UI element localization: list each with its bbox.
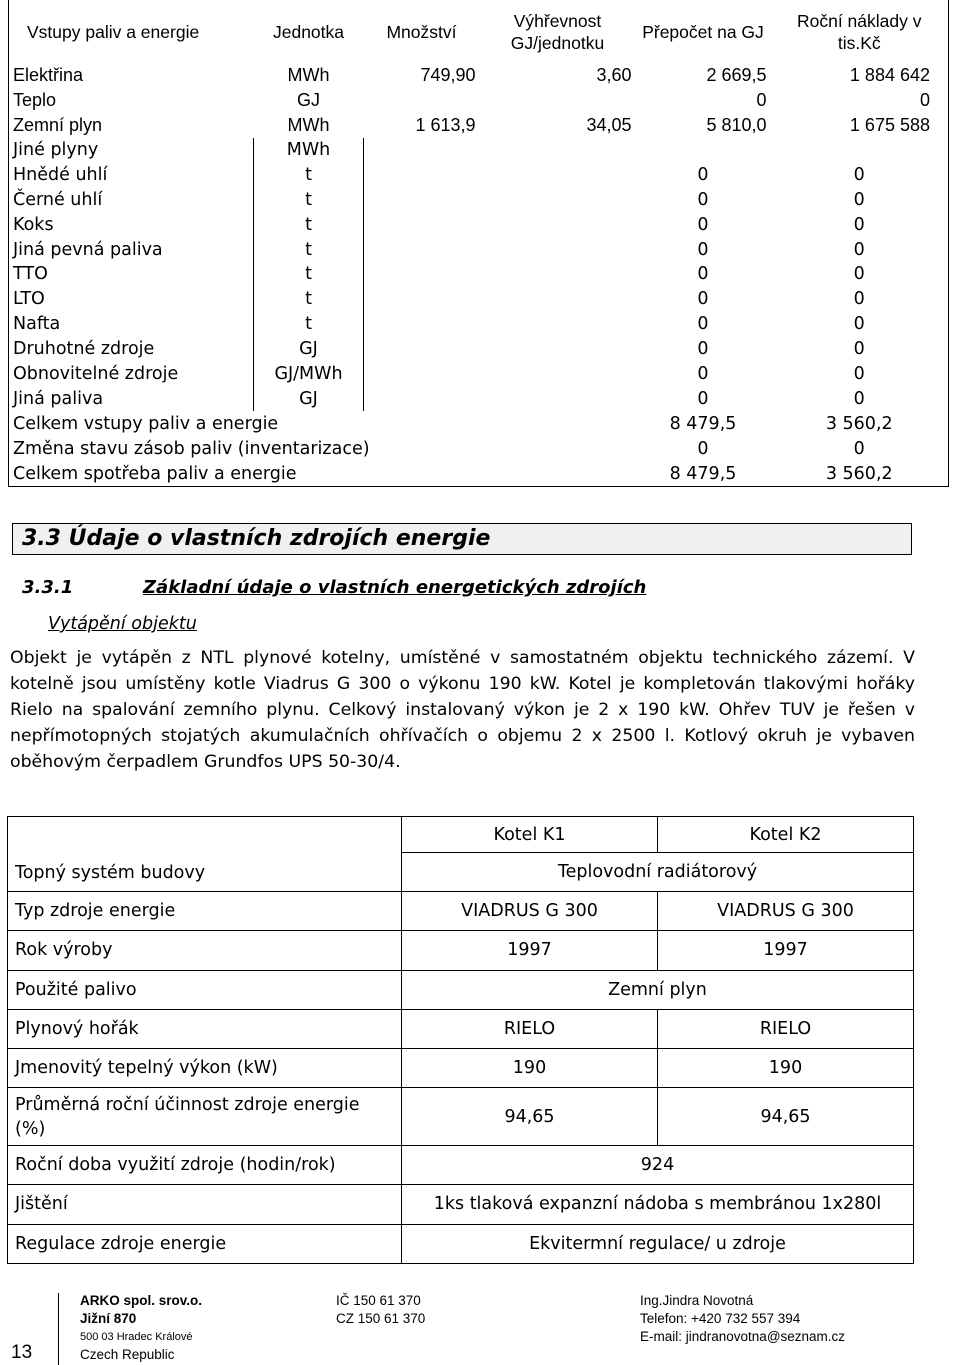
company-name: ARKO spol. srov.o. bbox=[80, 1293, 203, 1308]
table-cell: RIELO bbox=[658, 1009, 914, 1048]
table-cell: 0 bbox=[853, 314, 865, 335]
table-cell: 0 bbox=[853, 214, 865, 235]
table-row bbox=[9, 212, 949, 237]
table-cell bbox=[364, 287, 480, 312]
table-row bbox=[9, 386, 949, 411]
table-cell: RIELO bbox=[402, 1009, 658, 1048]
table-cell bbox=[480, 138, 636, 163]
column-header: Množství bbox=[386, 21, 457, 42]
table-cell: 34,05 bbox=[586, 115, 632, 136]
table-cell: 0 bbox=[697, 363, 709, 384]
table-cell: 0 bbox=[697, 289, 709, 310]
table-cell: 190 bbox=[658, 1048, 914, 1087]
contact-phone: Telefon: +420 732 557 394 bbox=[640, 1311, 801, 1326]
sentence: Celkový instalovaný výkon je 2 x 190 kW. bbox=[328, 700, 710, 720]
table-row bbox=[8, 970, 914, 1009]
table-cell bbox=[480, 212, 636, 237]
table-cell bbox=[480, 187, 636, 212]
table-row bbox=[8, 892, 914, 931]
table-cell: t bbox=[254, 237, 364, 262]
table-cell: GJ bbox=[296, 90, 320, 111]
description-paragraph bbox=[10, 645, 915, 775]
table-cell: 0 bbox=[853, 264, 865, 285]
row-label: Typ zdroje energie bbox=[8, 892, 402, 931]
summary-row bbox=[9, 436, 949, 461]
table-row bbox=[8, 931, 914, 970]
fuel-energy-table bbox=[8, 0, 949, 487]
section-title: 3.3 Údaje o vlastních zdrojích energie bbox=[22, 526, 491, 551]
table-cell bbox=[364, 163, 480, 188]
contact-name: Ing.Jindra Novotná bbox=[640, 1293, 754, 1308]
table-cell: VIADRUS G 300 bbox=[402, 892, 658, 931]
sentence: Ohřev TUV je řešen v nepřímotopných stojatých akumulačních ohřívačích o objemu 2 x 2500 l. bbox=[10, 700, 915, 746]
table-cell: 0 bbox=[853, 388, 865, 409]
row-label: Jmenovitý tepelný výkon (kW) bbox=[8, 1048, 402, 1087]
table-row bbox=[8, 1048, 914, 1087]
table-cell bbox=[364, 212, 480, 237]
table-cell: t bbox=[254, 187, 364, 212]
table-cell: 2 669,5 bbox=[706, 65, 767, 86]
table-cell: 0 bbox=[919, 90, 930, 111]
row-label: Roční doba využití zdroje (hodin/rok) bbox=[8, 1146, 402, 1185]
row-label: Použité palivo bbox=[8, 970, 402, 1009]
table-cell: Teplovodní radiátorový bbox=[402, 853, 914, 892]
table-cell: 5 810,0 bbox=[706, 115, 767, 136]
table-cell: 8 479,5 bbox=[669, 463, 737, 484]
table-row bbox=[9, 287, 949, 312]
table-cell bbox=[480, 262, 636, 287]
table-cell: 749,90 bbox=[420, 65, 476, 86]
table-cell: 94,65 bbox=[658, 1088, 914, 1146]
table-cell: 0 bbox=[697, 189, 709, 210]
table-cell: 0 bbox=[853, 339, 865, 360]
table-cell bbox=[480, 287, 636, 312]
table-cell bbox=[364, 262, 480, 287]
table-row bbox=[8, 1009, 914, 1048]
table-cell: 1997 bbox=[658, 931, 914, 970]
sentence: Kotlový okruh je vybaven oběhovým čerpadlem Grundfos UPS 50-30/4. bbox=[10, 726, 916, 772]
table-cell: Celkem spotřeba paliv a energie bbox=[13, 463, 297, 484]
column-header: Kotel K1 bbox=[402, 817, 658, 853]
table-cell: 94,65 bbox=[402, 1088, 658, 1146]
company-city: 500 03 Hradec Králové bbox=[80, 1331, 193, 1343]
column-header: Výhřevnost GJ/jednotku bbox=[510, 10, 605, 53]
table-cell: t bbox=[254, 312, 364, 337]
table-cell: 0 bbox=[853, 189, 865, 210]
table-cell bbox=[364, 138, 480, 163]
table-cell: t bbox=[254, 212, 364, 237]
footer-ids bbox=[336, 1292, 425, 1328]
table-cell: 190 bbox=[402, 1048, 658, 1087]
company-street: Jižní 870 bbox=[80, 1311, 137, 1326]
table-cell bbox=[480, 362, 636, 387]
table-cell bbox=[364, 187, 480, 212]
table-row bbox=[8, 1185, 914, 1224]
table-cell bbox=[364, 237, 480, 262]
table-cell: t bbox=[254, 287, 364, 312]
column-header: Přepočet na GJ bbox=[642, 21, 764, 42]
table-header-row bbox=[8, 817, 914, 853]
table-cell: Celkem vstupy paliv a energie bbox=[13, 413, 279, 434]
table-cell: 1 675 588 bbox=[849, 115, 930, 136]
table-cell: t bbox=[254, 163, 364, 188]
table-cell: 3 560,2 bbox=[825, 413, 893, 434]
table-cell: 0 bbox=[697, 388, 709, 409]
table-cell: Koks bbox=[9, 212, 254, 237]
table-row bbox=[9, 63, 949, 88]
sentence: Kotel je kompletován tlakovými hořáky Rielo na spalování zemního plynu. bbox=[10, 674, 915, 720]
table-cell: Teplo bbox=[13, 90, 57, 111]
table-cell: 0 bbox=[697, 164, 709, 185]
table-cell: 1997 bbox=[402, 931, 658, 970]
table-cell: Jiné plyny bbox=[9, 138, 254, 163]
table-row bbox=[9, 187, 949, 212]
table-cell: VIADRUS G 300 bbox=[658, 892, 914, 931]
table-cell: 1ks tlaková expanzní nádoba s membránou 1x280l bbox=[402, 1185, 914, 1224]
table-cell: 3,60 bbox=[596, 65, 632, 86]
table-cell: 3 560,2 bbox=[825, 463, 893, 484]
footer-contact bbox=[640, 1292, 845, 1346]
table-row bbox=[9, 237, 949, 262]
table-cell: Elektřina bbox=[13, 65, 84, 86]
table-cell: 1 884 642 bbox=[849, 65, 930, 86]
company-ico: IČ 150 61 370 bbox=[336, 1293, 421, 1308]
boiler-table bbox=[7, 816, 914, 1264]
row-label: Rok výroby bbox=[8, 931, 402, 970]
table-cell: 0 bbox=[853, 164, 865, 185]
subsection-number: 3.3.1 bbox=[22, 577, 74, 598]
summary-row bbox=[9, 411, 949, 436]
table-cell: 0 bbox=[853, 363, 865, 384]
table-cell: Zemní plyn bbox=[402, 970, 914, 1009]
table-cell bbox=[364, 337, 480, 362]
table-row bbox=[8, 1088, 914, 1146]
footer-company bbox=[80, 1292, 202, 1364]
table-cell: Jiná paliva bbox=[9, 386, 254, 411]
table-cell: 924 bbox=[402, 1146, 914, 1185]
table-cell: Ekvitermní regulace/ u zdroje bbox=[402, 1224, 914, 1263]
footer-divider bbox=[58, 1293, 59, 1365]
table-row bbox=[9, 163, 949, 188]
table-cell bbox=[771, 138, 949, 163]
page-number: 13 bbox=[11, 1342, 33, 1363]
table-cell: Jiná pevná paliva bbox=[9, 237, 254, 262]
row-label: Plynový hořák bbox=[8, 1009, 402, 1048]
table-cell: GJ bbox=[254, 337, 364, 362]
table-cell: t bbox=[254, 262, 364, 287]
table-cell: Nafta bbox=[9, 312, 254, 337]
table-cell: 0 bbox=[697, 239, 709, 260]
table-cell bbox=[364, 88, 480, 113]
table-header-row bbox=[9, 0, 949, 63]
company-country: Czech Republic bbox=[80, 1347, 175, 1362]
contact-email: E-mail: jindranovotna@seznam.cz bbox=[640, 1329, 846, 1344]
row-label: Regulace zdroje energie bbox=[8, 1224, 402, 1263]
summary-row bbox=[9, 461, 949, 487]
table-cell: GJ bbox=[254, 386, 364, 411]
company-dic: CZ 150 61 370 bbox=[336, 1311, 426, 1326]
table-cell: TTO bbox=[9, 262, 254, 287]
table-row bbox=[9, 312, 949, 337]
table-body bbox=[8, 817, 914, 1264]
row-label: Jištění bbox=[8, 1185, 402, 1224]
table-cell: MWh bbox=[287, 65, 330, 86]
sentence: V kotelně jsou umístěny kotle Viadrus G 300 o výkonu 190 kW. bbox=[10, 648, 915, 694]
table-cell bbox=[480, 237, 636, 262]
table-cell: 0 bbox=[853, 239, 865, 260]
table-cell: Druhotné zdroje bbox=[9, 337, 254, 362]
subsection-title: Základní údaje o vlastních energetických zdrojích bbox=[143, 577, 647, 598]
heating-heading: Vytápění objektu bbox=[48, 614, 197, 634]
table-cell bbox=[364, 362, 480, 387]
column-header: Jednotka bbox=[272, 21, 345, 42]
table-row bbox=[9, 337, 949, 362]
table-cell bbox=[364, 312, 480, 337]
table-cell: Změna stavu zásob paliv (inventarizace) bbox=[13, 438, 370, 459]
table-cell bbox=[480, 337, 636, 362]
table-cell: LTO bbox=[9, 287, 254, 312]
table-cell: GJ/MWh bbox=[254, 362, 364, 387]
column-header: Vstupy paliv a energie bbox=[27, 21, 200, 42]
table-cell: 0 bbox=[756, 90, 767, 111]
table-cell bbox=[480, 386, 636, 411]
table-row bbox=[9, 262, 949, 287]
row-label: Topný systém budovy bbox=[8, 817, 402, 892]
table-cell: 0 bbox=[697, 264, 709, 285]
table-cell bbox=[480, 163, 636, 188]
sentence: Objekt je vytápěn z NTL plynové kotelny, umístěné v samostatném objektu technického zázemí. bbox=[10, 648, 894, 668]
table-cell: 0 bbox=[697, 339, 709, 360]
table-cell bbox=[636, 138, 771, 163]
table-cell bbox=[480, 88, 636, 113]
table-cell bbox=[480, 312, 636, 337]
row-label: Průměrná roční účinnost zdroje energie (%) bbox=[8, 1088, 402, 1146]
table-row bbox=[9, 88, 949, 113]
table-cell: 8 479,5 bbox=[669, 413, 737, 434]
table-cell: 0 bbox=[853, 438, 865, 459]
table-cell: Hnědé uhlí bbox=[9, 163, 254, 188]
table-cell: MWh bbox=[287, 115, 330, 136]
table-cell bbox=[364, 386, 480, 411]
column-header: Roční náklady v tis.Kč bbox=[796, 10, 922, 53]
table-cell: Obnovitelné zdroje bbox=[9, 362, 254, 387]
table-cell: Černé uhlí bbox=[9, 187, 254, 212]
table-cell: 1 613,9 bbox=[415, 115, 476, 136]
table-row bbox=[8, 1146, 914, 1185]
table-cell: 0 bbox=[697, 438, 709, 459]
table-cell: 0 bbox=[853, 289, 865, 310]
table-cell: 0 bbox=[697, 214, 709, 235]
table-cell: Zemní plyn bbox=[13, 115, 103, 136]
table-row bbox=[9, 113, 949, 138]
table-row bbox=[9, 362, 949, 387]
table-row bbox=[9, 138, 949, 163]
table-cell: MWh bbox=[254, 138, 364, 163]
table-cell: 0 bbox=[697, 314, 709, 335]
column-header: Kotel K2 bbox=[658, 817, 914, 853]
table-body bbox=[9, 63, 949, 487]
table-row bbox=[8, 1224, 914, 1263]
